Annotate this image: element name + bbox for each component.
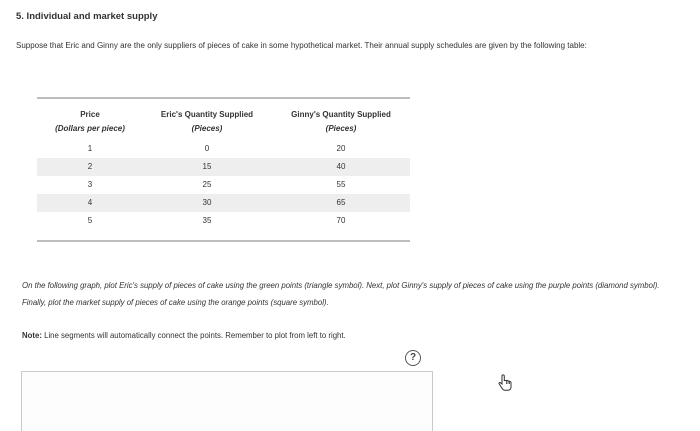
price-cell: 3	[87, 180, 93, 189]
ginny-quantity-cell: 20	[336, 144, 346, 153]
header-eric-unit: (Pieces)	[191, 124, 223, 133]
note-label: Note:	[22, 331, 42, 340]
ginny-quantity-cell: 40	[336, 162, 346, 171]
help-icon[interactable]: ?	[405, 350, 421, 366]
eric-quantity-cell: 25	[202, 180, 212, 189]
eric-quantity-cell: 30	[202, 198, 212, 207]
question-intro: Suppose that Eric and Ginny are the only suppliers of pieces of cake in some hypothetical market. Their annual supply schedules are given by the following table:	[16, 41, 587, 50]
header-ginny-title: Ginny's Quantity Supplied	[291, 110, 391, 119]
table-row	[37, 140, 410, 158]
ginny-quantity-cell: 65	[336, 198, 346, 207]
supply-schedule-table	[37, 97, 410, 242]
table-row	[37, 212, 410, 230]
price-cell: 2	[87, 162, 93, 171]
table-bottom-rule	[37, 240, 410, 242]
price-cell: 4	[87, 198, 93, 207]
header-ginny	[275, 108, 407, 136]
eric-quantity-cell: 35	[202, 216, 212, 225]
table-row	[37, 158, 410, 176]
header-price-unit: (Dollars per piece)	[55, 124, 125, 133]
eric-quantity-cell: 0	[204, 144, 210, 153]
table-row	[37, 194, 410, 212]
note-text: Line segments will automatically connect the points. Remember to plot from left to right.	[41, 331, 346, 340]
ginny-quantity-cell: 70	[336, 216, 346, 225]
header-price-title: Price	[80, 110, 100, 119]
graph-area[interactable]	[21, 371, 433, 431]
eric-quantity-cell: 15	[202, 162, 212, 171]
hand-cursor-icon	[497, 374, 513, 392]
note-line	[22, 331, 346, 340]
question-title: 5. Individual and market supply	[16, 11, 158, 22]
header-eric	[145, 108, 269, 136]
header-price	[37, 108, 143, 136]
graph-instructions: On the following graph, plot Eric's supply of pieces of cake using the green points (triangle symbol). Next, plot Ginny's supply of pieces of cake using the purple points (diamond symbol). Finally, plot the market supply of pieces of cake using the orange points (square symbol).	[22, 281, 660, 307]
table-row	[37, 176, 410, 194]
table-header	[37, 99, 410, 140]
price-cell: 5	[87, 216, 93, 225]
header-eric-title: Eric's Quantity Supplied	[160, 110, 254, 119]
price-cell: 1	[87, 144, 93, 153]
header-ginny-unit: (Pieces)	[325, 124, 357, 133]
ginny-quantity-cell: 55	[336, 180, 346, 189]
